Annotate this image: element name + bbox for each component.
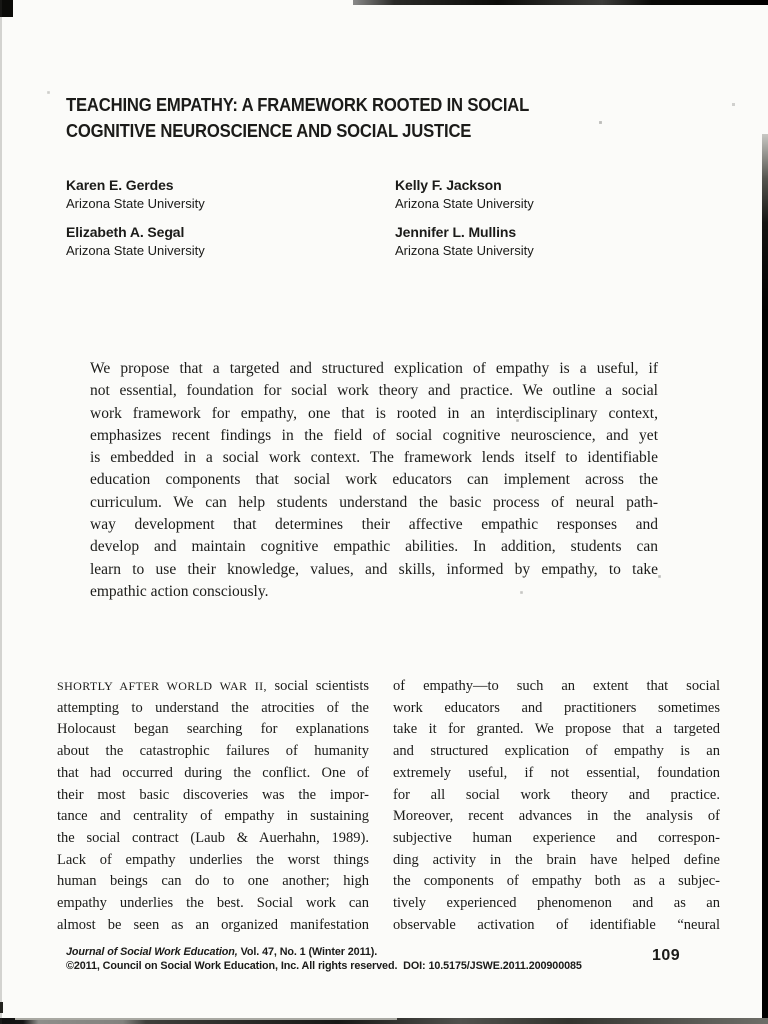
abstract-line: We propose that a targeted and structured explication of empathy is a useful, if xyxy=(90,360,658,377)
journal-citation-line xyxy=(66,945,582,959)
scan-edge-bottom-highlight xyxy=(15,1018,397,1020)
scan-speckles xyxy=(0,0,1,1)
paper-title xyxy=(66,92,529,143)
text-line: the social contract (Laub & Auerhahn, 1989). xyxy=(57,829,369,846)
text-line: that had occurred during the conflict. One of xyxy=(57,764,369,781)
author-4 xyxy=(395,223,706,259)
author-affiliation: Arizona State University xyxy=(66,243,205,258)
text-line: empathy underlies the best. Social work can xyxy=(57,895,369,912)
text-line: Holocaust began searching for explanations xyxy=(57,721,369,738)
text-line: the components of empathy both as a subjec- xyxy=(393,873,720,890)
text-line: work educators and practitioners sometimes xyxy=(393,699,720,716)
abstract-line: develop and maintain cognitive empathic abilities. In addition, students can xyxy=(90,538,658,556)
journal-volume-info: Vol. 47, No. 1 (Winter 2011). xyxy=(237,946,378,958)
text-line: tively experienced phenomenon and as an xyxy=(393,895,720,912)
abstract-line: emphasizes recent findings in the field of social cognitive neuroscience, and yet xyxy=(90,426,658,444)
body-right-lines xyxy=(393,676,720,936)
text-line: ding activity in the brain have helped define xyxy=(393,851,720,868)
body-column-left xyxy=(57,676,369,936)
author-name: Elizabeth A. Segal xyxy=(66,224,185,240)
author-2 xyxy=(395,176,706,212)
scan-left-mark xyxy=(0,1002,3,1013)
abstract-line: learn to use their knowledge, values, and skills, informed by empathy, to take xyxy=(90,560,658,578)
author-name: Kelly F. Jackson xyxy=(395,177,502,193)
body-first-line-rest: social scientists xyxy=(266,678,369,694)
body-column-right xyxy=(393,676,720,936)
page-number: 109 xyxy=(652,947,681,964)
scan-edge-right xyxy=(762,134,768,1024)
text-line: human beings can do to one another; high xyxy=(57,873,369,890)
scan-edge-left xyxy=(0,0,2,1024)
abstract-line: curriculum. We can help students understand the basic process of neural path- xyxy=(90,493,658,511)
journal-name: Journal of Social Work Education, xyxy=(66,946,238,958)
text-line: their most basic discoveries was the impor- xyxy=(57,786,369,803)
text-line: tance and centrality of empathy in sustaining xyxy=(57,808,369,825)
paper-title-line-2: COGNITIVE NEUROSCIENCE AND SOCIAL JUSTICE xyxy=(66,119,472,141)
footer-citation xyxy=(66,945,582,973)
text-line: and structured explication of empathy is an xyxy=(393,743,720,760)
paper-title-line-1: TEACHING EMPATHY: A FRAMEWORK ROOTED IN SOCIAL xyxy=(66,94,530,115)
text-line: subjective human experience and correspon- xyxy=(393,829,720,846)
author-affiliation: Arizona State University xyxy=(395,196,534,211)
abstract-line: not essential, foundation for social work theory and practice. We outline a social xyxy=(90,382,658,400)
text-line: Lack of empathy underlies the worst things xyxy=(57,851,369,868)
text-line: observable activation of identifiable “neural xyxy=(393,916,720,933)
author-1 xyxy=(66,176,395,212)
author-3 xyxy=(66,223,395,259)
abstract-lines xyxy=(90,358,658,581)
author-name: Karen E. Gerdes xyxy=(66,177,174,193)
author-block xyxy=(66,176,706,259)
body-first-line xyxy=(57,676,369,698)
text-line: attempting to understand the atrocities of the xyxy=(57,699,369,716)
lead-in-small-caps: SHORTLY AFTER WORLD WAR II, xyxy=(57,679,267,693)
body-left-lines xyxy=(57,698,369,937)
copyright-doi-line: ©2011, Council on Social Work Education, Inc. All rights reserved. DOI: 10.5175/JSWE.2011.200900085 xyxy=(66,960,582,972)
text-line: for all social work theory and practice. xyxy=(393,786,720,803)
text-line: almost be seen as an organized manifestation xyxy=(57,916,369,933)
abstract-line: is embedded in a social work context. The framework lends itself to identifiable xyxy=(90,449,658,467)
text-line: take it for granted. We propose that a targeted xyxy=(393,721,720,738)
text-line: of empathy—to such an extent that social xyxy=(393,678,720,694)
author-affiliation: Arizona State University xyxy=(395,243,534,258)
text-line: about the catastrophic failures of humanity xyxy=(57,743,369,760)
text-line: extremely useful, if not essential, foundation xyxy=(393,764,720,781)
abstract-line: way development that determines their affective empathic responses and xyxy=(90,516,658,534)
author-name: Jennifer L. Mullins xyxy=(395,224,517,240)
abstract-line: education components that social work educators can implement across the xyxy=(90,471,658,489)
abstract xyxy=(90,358,658,603)
scan-edge-top xyxy=(353,0,768,5)
abstract-last-line: empathic action consciously. xyxy=(90,582,269,600)
abstract-line: work framework for empathy, one that is rooted in an interdisciplinary context, xyxy=(90,404,658,422)
body-columns xyxy=(57,676,720,936)
author-affiliation: Arizona State University xyxy=(66,196,205,211)
text-line: Moreover, recent advances in the analysis of xyxy=(393,808,720,825)
